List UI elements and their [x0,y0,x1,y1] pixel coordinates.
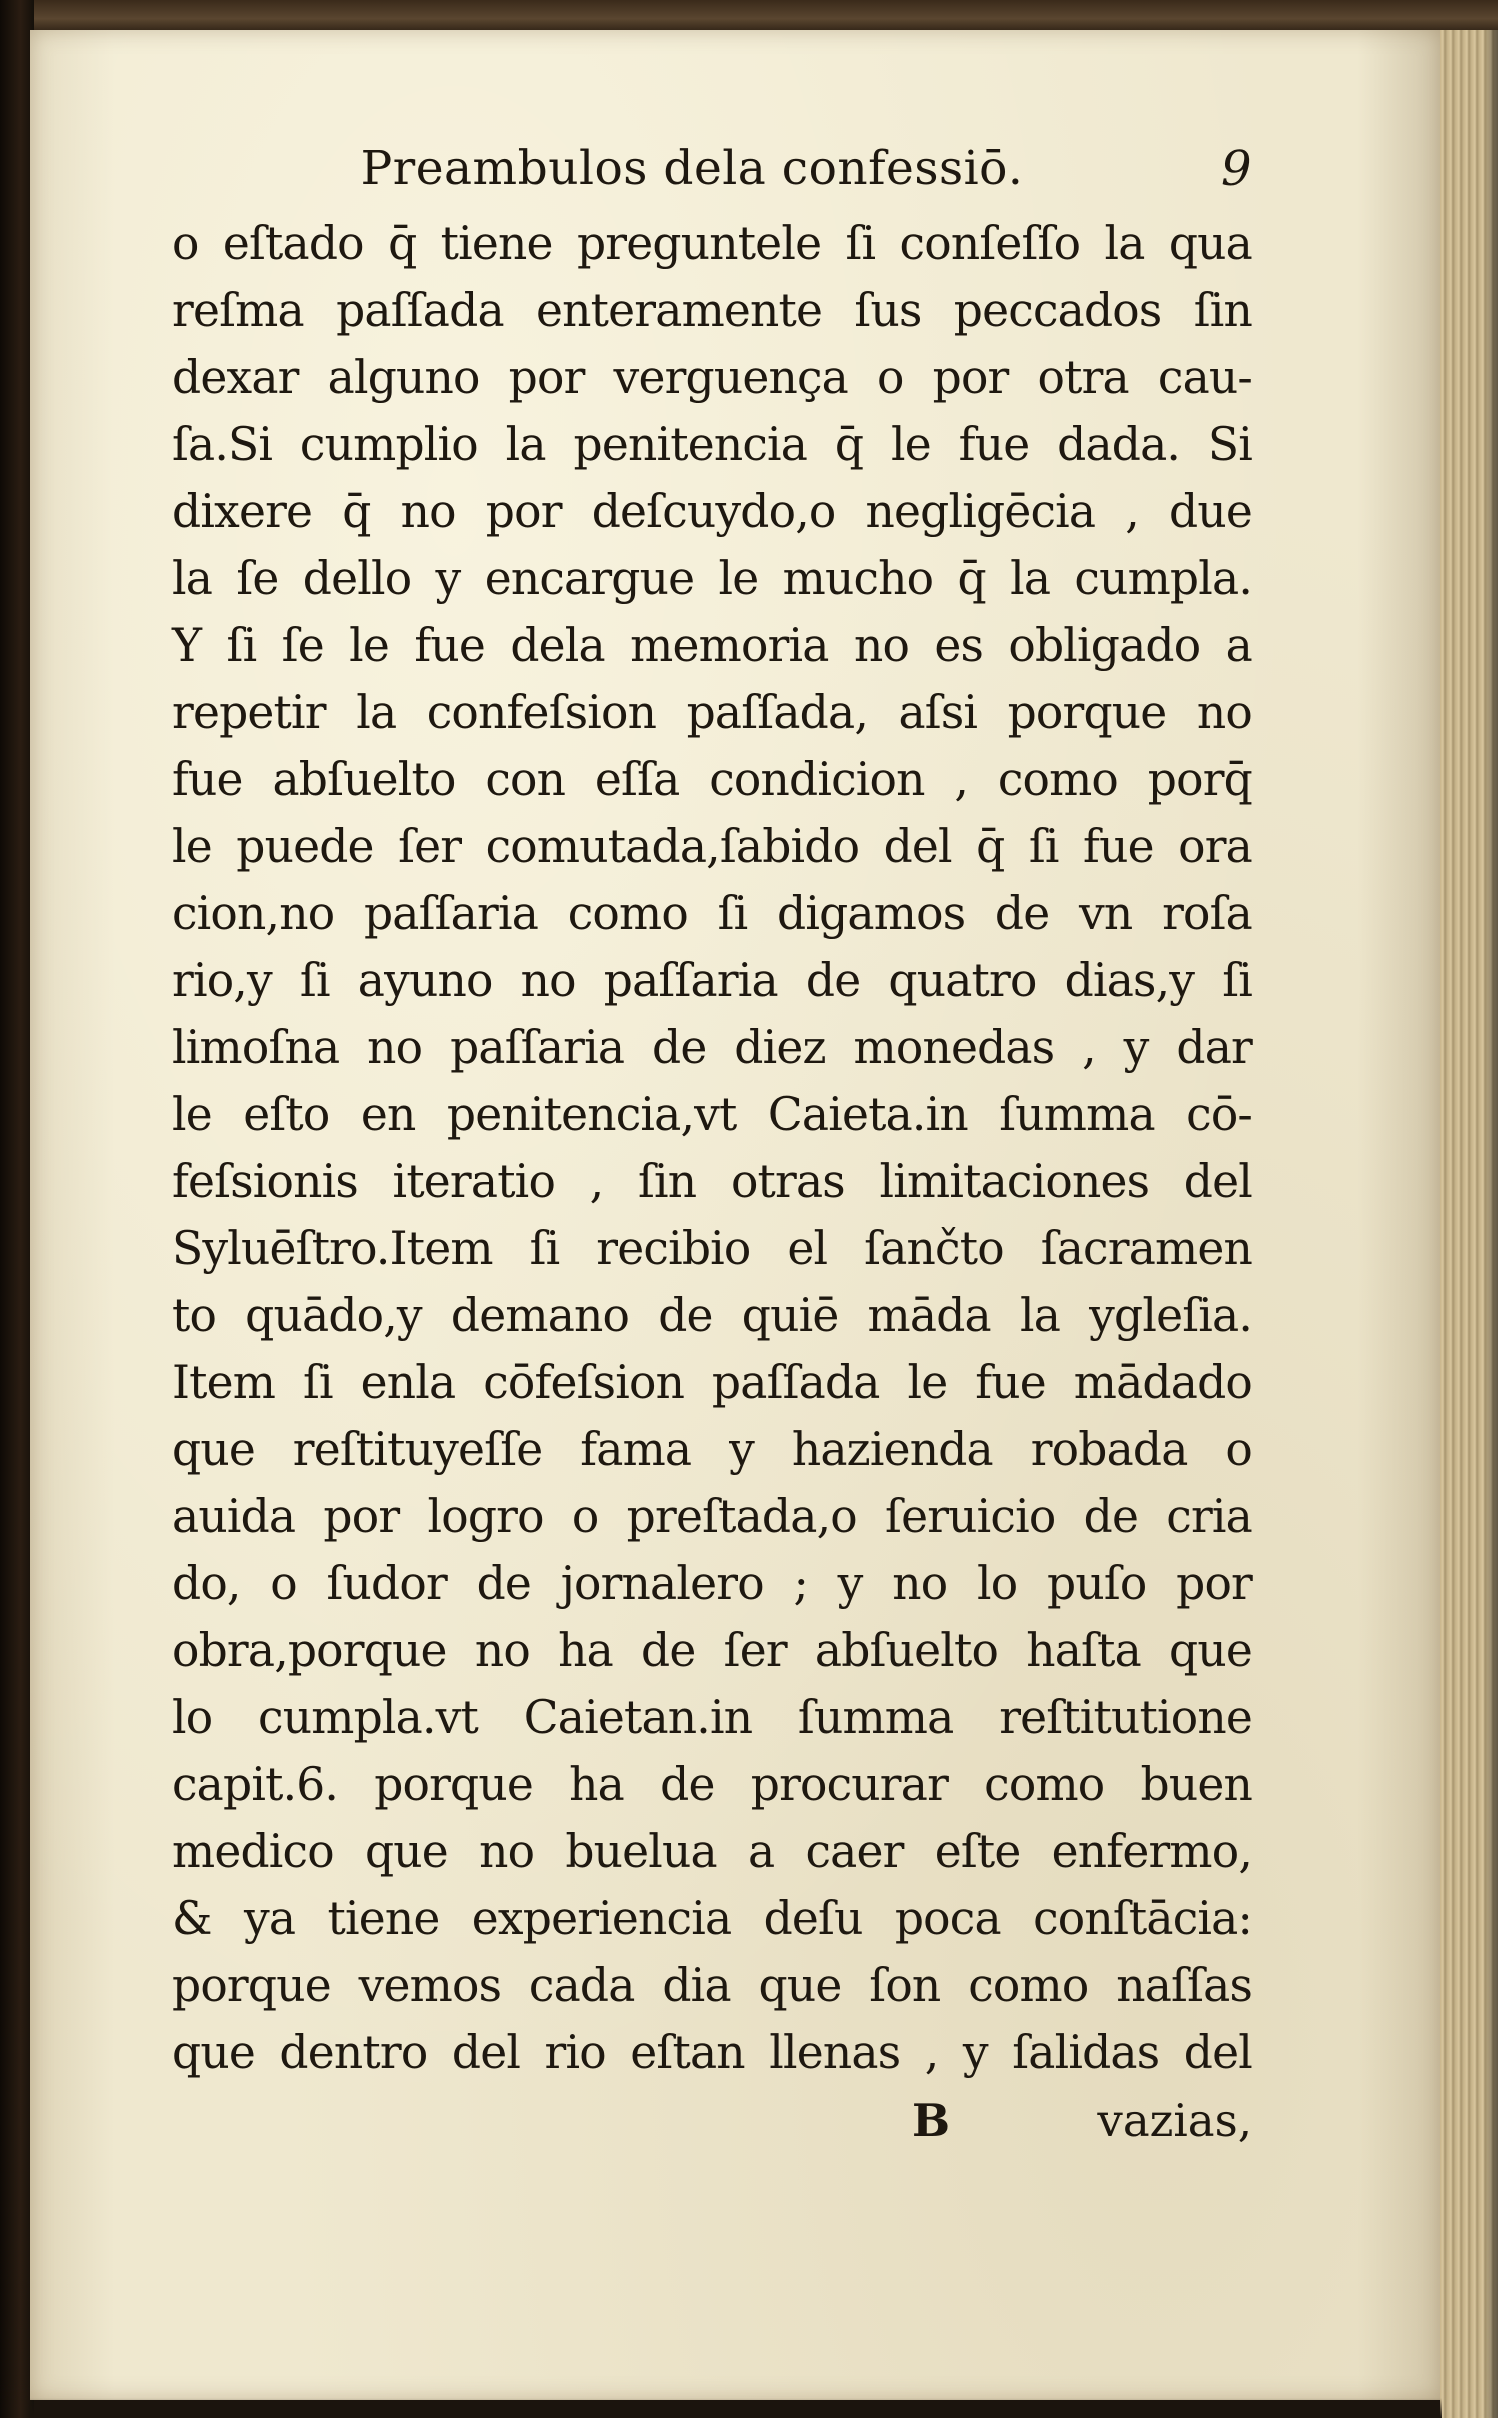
text-line: dixere q̄ no por deſcuydo,o negligēcia , due [172,485,1252,538]
text-line: o eſtado q̄ tiene preguntele ſi conſeſſo la qua [172,217,1252,270]
binding-edge [0,0,34,2418]
text-line: dexar alguno por verguença o por otra cau- [172,351,1252,404]
running-head-title: Preambulos dela confessiō. [360,141,1024,196]
text-line: medico que no buelua a caer eſte enfermo, [172,1825,1252,1878]
running-head [172,128,1252,210]
text-line: Syluēſtro.Item ſi recibio el ſančto ſacramen [172,1222,1252,1275]
text-line: feſsionis iteratio , ſin otras limitaciones del [172,1155,1252,1208]
text-line: obra,porque no ha de ſer abſuelto haſta que [172,1624,1252,1677]
text-line: reſma paſſada enteramente ſus peccados ſin [172,284,1252,337]
text-line: capit.6. porque ha de procurar como buen [172,1758,1252,1811]
body-text [172,210,1252,2086]
text-line: rio,y ſi ayuno no paſſaria de quatro dias,y ſi [172,954,1252,1007]
top-page-edge [0,0,1498,34]
text-line: to quādo,y demano de quiē māda la ygleſia. [172,1289,1252,1342]
text-line: que dentro del rio eſtan llenas , y ſalidas del [172,2026,1252,2079]
text-line: do, o ſudor de jornalero ; y no lo puſo por [172,1557,1252,1610]
catchword: vazias, [1097,2094,1252,2147]
text-line: limoſna no paſſaria de diez monedas , y dar [172,1021,1252,1074]
text-line: ſa.Si cumplio la penitencia q̄ le fue dada. Si [172,418,1252,471]
footer-line [172,2086,1252,2156]
signature-mark: B [912,2094,951,2147]
folio-number: 9 [1220,141,1252,197]
text-line: la ſe dello y encargue le mucho q̄ la cumpla. [172,552,1252,605]
text-line: & ya tiene experiencia deſu poca conſtācia: [172,1892,1252,1945]
text-line: cion,no paſſaria como ſi digamos de vn roſa [172,887,1252,940]
text-line: repetir la confeſsion paſſada, aſsi porque no [172,686,1252,739]
text-line: porque vemos cada dia que ſon como naſſas [172,1959,1252,2012]
text-line: fue abſuelto con eſſa condicion , como porq̄ [172,753,1252,806]
text-line: Y ſi ſe le fue dela memoria no es obligado a [172,619,1252,672]
text-line: que reſtituyeſſe fama y hazienda robada o [172,1423,1252,1476]
text-block [172,128,1252,2156]
text-line: le eſto en penitencia,vt Caieta.in ſumma cō- [172,1088,1252,1141]
text-line: auida por logro o preſtada,o ſeruicio de cria [172,1490,1252,1543]
text-line: le puede ſer comutada,ſabido del q̄ ſi fue ora [172,820,1252,873]
text-line: lo cumpla.vt Caietan.in ſumma reſtitutione [172,1691,1252,1744]
text-line: Item ſi enla cōfeſsion paſſada le fue mādado [172,1356,1252,1409]
bottom-edge-shadow [30,2398,1442,2418]
right-edge-shadow [1484,30,1498,2418]
